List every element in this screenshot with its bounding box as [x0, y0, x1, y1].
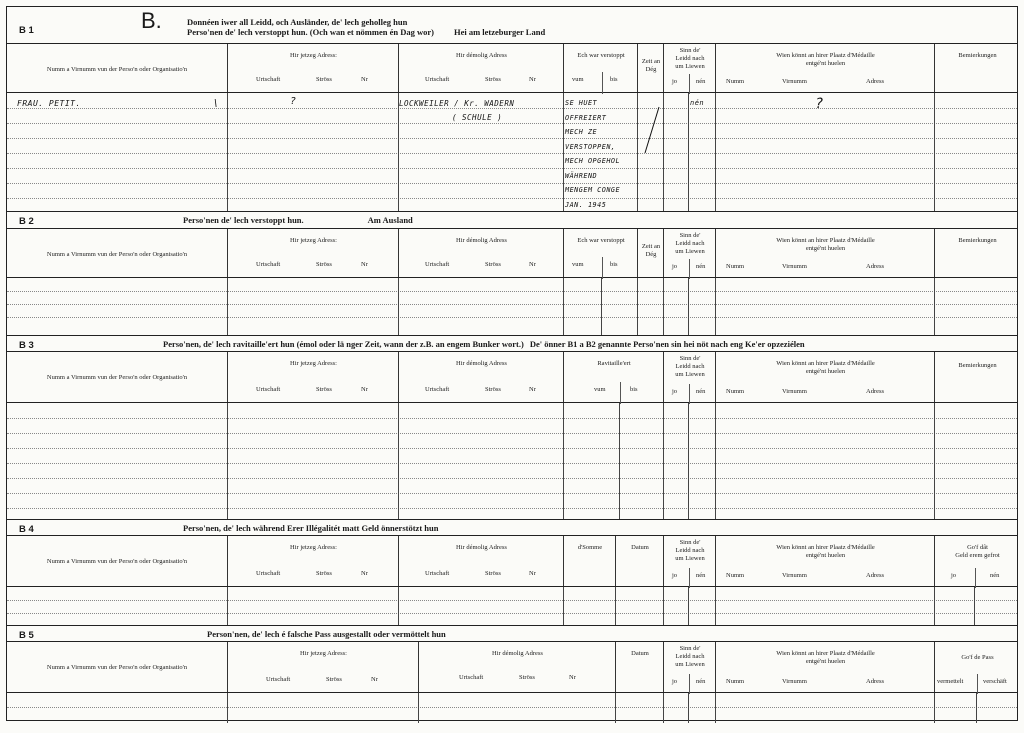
header-former-address: Hir démolig Adress [456, 237, 507, 244]
header-no: nén [696, 678, 706, 685]
header-senses: Leidd nach [675, 363, 705, 370]
section-b5 [7, 625, 1017, 722]
header-town: Urtschaft [425, 76, 450, 83]
header-remarks: Bemierkungen [958, 362, 997, 369]
header-nr: Nr [361, 570, 368, 577]
header-no: nén [696, 263, 706, 270]
header-street: Ströss [316, 76, 332, 83]
header-former-address: Hir démolig Adress [456, 52, 507, 59]
header-to: bis [630, 386, 638, 393]
header-senses: um Liewen [675, 248, 705, 255]
header-current-address: Hir jetzeg Adress: [290, 237, 337, 244]
header-yes: jo [672, 78, 678, 85]
header-nr: Nr [529, 570, 536, 577]
header-w-name: Numm [726, 263, 745, 270]
header-senses: um Liewen [675, 661, 705, 668]
section-code: B 5 [19, 630, 34, 641]
header-remarks: Bemierkungen [958, 52, 997, 59]
section-code: B 2 [19, 216, 34, 227]
section-b3 [7, 335, 1017, 519]
header-town: Urtschaft [425, 386, 450, 393]
header-time: Zeit an Dég [641, 58, 661, 73]
header-town: Urtschaft [256, 76, 281, 83]
header-who-can: Wien könnt an hirer Plaatz d'Médaille [776, 544, 875, 551]
handwritten-note-line: JAN. 1945 [565, 200, 607, 209]
section-code: B 1 [19, 25, 34, 36]
header-date: Datum [631, 650, 649, 657]
table-body [7, 693, 1017, 723]
header-name: Numm a Virnumm vun der Perso'n oder Organisatio'n [46, 664, 188, 671]
header-senses: Leidd nach [675, 240, 705, 247]
header-to: bis [610, 261, 618, 268]
table-header [7, 641, 1017, 693]
header-who-can: entgé'nt huelen [805, 60, 846, 67]
header-nr: Nr [529, 76, 536, 83]
header-who-can: Wien könnt an hirer Plaatz d'Médaille [776, 360, 875, 367]
section-code: B 4 [19, 524, 34, 535]
header-town: Urtschaft [425, 261, 450, 268]
header-money: Go'f dât [967, 544, 988, 551]
header-nr: Nr [371, 676, 378, 683]
header-name: Numm a Virnumm vun der Perso'n oder Organisatio'n [46, 374, 188, 381]
header-street: Ströss [519, 674, 535, 681]
header-nr: Nr [529, 261, 536, 268]
header-w-firstname: Virnumm [782, 572, 807, 579]
header-who-can: Wien könnt an hirer Plaatz d'Médaille [776, 52, 875, 59]
handwritten-mark: \ [213, 98, 220, 109]
header-w-name: Numm [726, 678, 745, 685]
header-w-address: Adress [866, 263, 885, 270]
header-mediated: vermettelt [937, 678, 964, 685]
header-nr: Nr [569, 674, 576, 681]
header-current-address: Hir jetzeg Adress: [290, 544, 337, 551]
header-senses: um Liewen [675, 371, 705, 378]
header-town: Urtschaft [425, 570, 450, 577]
header-senses: Sinn de' [679, 355, 701, 362]
header-no: nén [696, 572, 706, 579]
header-w-address: Adress [866, 388, 885, 395]
header-name: Numm a Virnumm vun der Perso'n oder Organisatio'n [46, 558, 188, 565]
table-body [7, 278, 1017, 336]
header-gifted: verschäft [983, 678, 1007, 685]
header-street: Ströss [326, 676, 342, 683]
header-w-firstname: Virnumm [782, 678, 807, 685]
handwritten-former-address: ( SCHULE ) [452, 113, 503, 122]
header-w-address: Adress [866, 678, 885, 685]
header-sum: d'Somme [577, 544, 603, 551]
header-w-address: Adress [866, 78, 885, 85]
header-w-name: Numm [726, 388, 745, 395]
header-senses: Leidd nach [675, 55, 705, 62]
section-title: Donnéen iwer all Leidd, och Ausländer, de' lech geholleg hun [187, 17, 408, 27]
handwritten-note-line: SE HUET [565, 99, 598, 107]
handwritten-note-line: MECH OPGEHOL [565, 157, 621, 165]
header-remarks: Bemierkungen [958, 237, 997, 244]
header-who-can: entgé'nt huelen [805, 552, 846, 559]
table-header [7, 351, 1017, 403]
header-town: Urtschaft [256, 570, 281, 577]
header-no: nén [696, 78, 706, 85]
table-header [7, 43, 1017, 93]
header-from: vum [594, 386, 606, 393]
section-title: Perso'nen de' lech verstoppt hun. Am Ausland [183, 215, 413, 225]
header-current-address: Hir jetzeg Adress: [300, 650, 347, 657]
section-title: Perso'nen de' lech verstoppt hun. (Och wan et nömmen én Dag wor) Hei am letzeburger Land [187, 27, 546, 37]
header-nr: Nr [529, 386, 536, 393]
table-body [7, 587, 1017, 626]
form-letter: B. [141, 8, 162, 33]
handwritten-current-address: ? [290, 96, 297, 107]
header-no: nén [696, 388, 706, 395]
header-yes: jo [672, 572, 678, 579]
header-pass: Go'f de Pass [961, 654, 994, 661]
header-who-can: entgé'nt huelen [805, 245, 846, 252]
header-senses: Leidd nach [675, 653, 705, 660]
header-hidden: Ech war verstoppt [577, 52, 625, 59]
section-b1 [7, 7, 1017, 211]
section-title: Perso'nen, de' lech ravitaille'ert hun (émol oder lä nger Zeit, wann der z.B. an engem Bunker wort.) De' önner B1 a B2 genannte Perso'nen sin hei nöt nach eng Ke'er opzeziélen [163, 339, 805, 349]
handwritten-former-address: LOCKWEILER / Kr. WADERN [399, 99, 515, 108]
form-page [6, 6, 1018, 721]
section-title: Person'nen, de' lech é falsche Pass ausgestallt oder vermöttelt hun [207, 629, 446, 639]
table-header [7, 228, 1017, 278]
header-current-address: Hir jetzeg Adress: [290, 52, 337, 59]
header-w-name: Numm [726, 572, 745, 579]
header-senses: Leidd nach [675, 547, 705, 554]
header-former-address: Hir démolig Adress [456, 544, 507, 551]
header-street: Ströss [485, 261, 501, 268]
handwritten-note-line: VERSTOPPEN, [565, 142, 616, 151]
section-b2 [7, 211, 1017, 335]
handwritten-alive: nén [690, 99, 705, 107]
header-senses: Sinn de' [679, 645, 701, 652]
header-to: bis [610, 76, 618, 83]
header-nr: Nr [361, 386, 368, 393]
section-title: Perso'nen, de' lech während Erer Illégalitét matt Geld önnerstötzt hun [183, 523, 439, 533]
header-from: vum [572, 261, 584, 268]
header-senses: um Liewen [675, 555, 705, 562]
handwritten-note-line: WÄHREND [565, 171, 598, 180]
header-senses: Sinn de' [679, 232, 701, 239]
header-yes: jo [672, 678, 678, 685]
handwritten-who: ? [815, 96, 824, 112]
header-name: Numm a Virnumm vun der Perso'n oder Organisatio'n [46, 66, 188, 73]
header-street: Ströss [485, 76, 501, 83]
handwritten-note-line: MENGEM CONGE [565, 186, 621, 194]
header-senses: Sinn de' [679, 539, 701, 546]
header-w-name: Numm [726, 78, 745, 85]
header-who-can: Wien könnt an hirer Plaatz d'Médaille [776, 237, 875, 244]
header-former-address: Hir démolig Adress [492, 650, 543, 657]
table-body [7, 403, 1017, 520]
table-header [7, 535, 1017, 587]
header-ravitailled: Ravitaille'ert [597, 360, 631, 367]
header-no: nén [990, 572, 1000, 579]
header-w-firstname: Virnumm [782, 78, 807, 85]
header-street: Ströss [316, 570, 332, 577]
section-b4 [7, 519, 1017, 625]
header-yes: jo [672, 263, 678, 270]
header-street: Ströss [316, 386, 332, 393]
header-town: Urtschaft [256, 261, 281, 268]
header-name: Numm a Virnumm vun der Perso'n oder Organisatio'n [46, 251, 188, 258]
header-who-can: entgé'nt huelen [805, 658, 846, 665]
header-senses: um Liewen [675, 63, 705, 70]
header-w-firstname: Virnumm [782, 263, 807, 270]
header-nr: Nr [361, 76, 368, 83]
handwritten-note-line: MECH ZE [565, 128, 598, 136]
handwritten-note-line: OFFREIERT [565, 113, 607, 122]
header-senses: Sinn de' [679, 47, 701, 54]
header-who-can: Wien könnt an hirer Plaatz d'Médaille [776, 650, 875, 657]
header-former-address: Hir démolig Adress [456, 360, 507, 367]
header-street: Ströss [485, 386, 501, 393]
header-street: Ströss [485, 570, 501, 577]
header-town: Urtschaft [256, 386, 281, 393]
header-current-address: Hir jetzeg Adress: [290, 360, 337, 367]
header-street: Ströss [316, 261, 332, 268]
header-nr: Nr [361, 261, 368, 268]
handwritten-stroke [637, 103, 663, 163]
header-hidden: Ech war verstoppt [577, 237, 625, 244]
header-town: Urtschaft [266, 676, 291, 683]
header-yes: jo [951, 572, 957, 579]
header-yes: jo [672, 388, 678, 395]
header-who-can: entgé'nt huelen [805, 368, 846, 375]
header-time: Zeit an Dég [641, 243, 661, 258]
header-from: vum [572, 76, 584, 83]
header-money: Geld erem gefrot [955, 552, 1000, 559]
header-date: Datum [631, 544, 649, 551]
header-town: Urtschaft [459, 674, 484, 681]
handwritten-name: FRAU. PETIT. [17, 99, 81, 108]
header-w-firstname: Virnumm [782, 388, 807, 395]
header-w-address: Adress [866, 572, 885, 579]
table-body [7, 93, 1017, 211]
section-code: B 3 [19, 340, 34, 351]
